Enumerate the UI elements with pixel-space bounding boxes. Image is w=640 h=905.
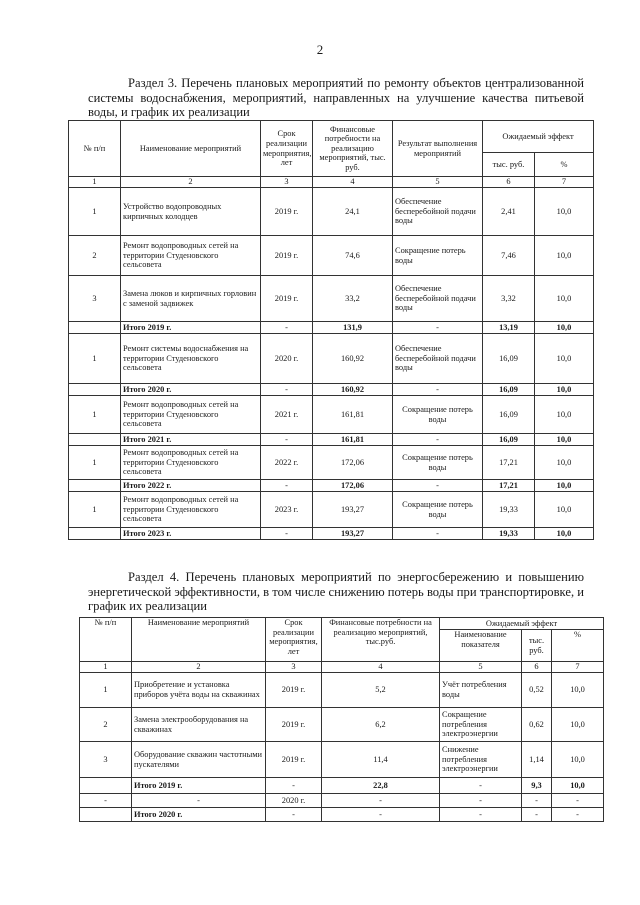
header-name: Наименование мероприятий: [132, 618, 266, 662]
column-numbers-row: [80, 662, 604, 673]
row-pct: 10,0: [552, 708, 604, 742]
row-pct: -: [552, 794, 604, 808]
total-row: [69, 480, 594, 492]
row-pct: 10,0: [535, 384, 594, 396]
total-row: [69, 528, 594, 540]
row-num: 1: [69, 492, 121, 528]
section4-table: [79, 617, 604, 822]
row-indicator: Учёт потребления воды: [440, 673, 522, 708]
col-number: 1: [80, 662, 132, 673]
row-pct: 10,0: [535, 334, 594, 384]
row-result: Сокращение потерь воды: [393, 446, 483, 480]
row-finance: 74,6: [313, 236, 393, 276]
row-rub: 16,09: [483, 334, 535, 384]
row-pct: 10,0: [552, 778, 604, 794]
row-name: Ремонт системы водоснабжения на территории Студеновского сельсовета: [121, 334, 261, 384]
header-num: № п/п: [69, 121, 121, 177]
row-num: 1: [69, 446, 121, 480]
row-rub: -: [522, 808, 552, 822]
header-result: Результат выполнения мероприятий: [393, 121, 483, 177]
table-row: [80, 708, 604, 742]
row-term: 2019 г.: [261, 276, 313, 322]
row-pct: 10,0: [535, 446, 594, 480]
row-num: 2: [80, 708, 132, 742]
row-term: -: [261, 384, 313, 396]
header-name: Наименование мероприятий: [121, 121, 261, 177]
row-name: Итого 2020 г.: [132, 808, 266, 822]
row-name: Замена люков и кирпичных горловин с заменой задвижек: [121, 276, 261, 322]
row-result: -: [393, 322, 483, 334]
col-number: 2: [121, 177, 261, 188]
row-rub: -: [522, 794, 552, 808]
row-finance: 160,92: [313, 384, 393, 396]
row-pct: 10,0: [535, 434, 594, 446]
table-row: [69, 492, 594, 528]
col-number: 6: [522, 662, 552, 673]
header-effect-rub: тыс. руб.: [522, 630, 552, 662]
row-name: Итого 2023 г.: [121, 528, 261, 540]
header-finance: Финансовые потребности на реализацию мероприятий, тыс.руб.: [322, 618, 440, 662]
row-result: -: [393, 480, 483, 492]
row-term: 2021 г.: [261, 396, 313, 434]
row-pct: 10,0: [535, 188, 594, 236]
col-number: 1: [69, 177, 121, 188]
row-finance: 161,81: [313, 434, 393, 446]
table-row: [69, 334, 594, 384]
row-num: 1: [80, 673, 132, 708]
row-rub: 17,21: [483, 446, 535, 480]
header-finance: Финансовые потребности на реализацию мероприятий, тыс. руб.: [313, 121, 393, 177]
row-finance: 131,9: [313, 322, 393, 334]
row-name: Итого 2019 г.: [132, 778, 266, 794]
row-finance: 6,2: [322, 708, 440, 742]
col-number: 7: [552, 662, 604, 673]
row-num: 3: [80, 742, 132, 778]
col-number: 4: [322, 662, 440, 673]
table-row: [69, 446, 594, 480]
table-row: [80, 742, 604, 778]
row-rub: 2,41: [483, 188, 535, 236]
row-rub: 16,09: [483, 434, 535, 446]
page-number: 2: [316, 42, 324, 57]
header-indicator: Наименование показателя: [440, 630, 522, 662]
header-effect: Ожидаемый эффект: [483, 121, 594, 153]
row-name: Замена электрооборудования на скважинах: [132, 708, 266, 742]
row-name: Ремонт водопроводных сетей на территории Студеновского сельсовета: [121, 446, 261, 480]
row-term: 2019 г.: [266, 708, 322, 742]
table-row: [69, 396, 594, 434]
row-rub: 9,3: [522, 778, 552, 794]
section4-title: Раздел 4. Перечень плановых мероприятий по энергосбережению и повышению энергетической эффективности, в том числе снижению потерь воды при транспортировке, и график их реализации: [88, 570, 584, 613]
row-name: Итого 2021 г.: [121, 434, 261, 446]
row-term: -: [261, 528, 313, 540]
row-pct: 10,0: [535, 276, 594, 322]
row-pct: -: [552, 808, 604, 822]
header-term: Срок реализации мероприятия, лет: [266, 618, 322, 662]
row-indicator: -: [440, 778, 522, 794]
header-effect: Ожидаемый эффект: [440, 618, 604, 630]
row-term: 2019 г.: [266, 673, 322, 708]
row-finance: 160,92: [313, 334, 393, 384]
row-name: Оборудование скважин частотными пускателями: [132, 742, 266, 778]
total-row: [69, 434, 594, 446]
row-indicator: Снижение потребления электроэнергии: [440, 742, 522, 778]
table-row: [80, 673, 604, 708]
row-rub: 0,62: [522, 708, 552, 742]
row-term: -: [266, 778, 322, 794]
row-indicator: -: [440, 794, 522, 808]
row-term: 2020 г.: [261, 334, 313, 384]
row-result: -: [393, 384, 483, 396]
row-finance: 193,27: [313, 528, 393, 540]
row-finance: 5,2: [322, 673, 440, 708]
row-finance: 193,27: [313, 492, 393, 528]
row-pct: 10,0: [535, 492, 594, 528]
row-finance: 22,8: [322, 778, 440, 794]
col-number: 3: [266, 662, 322, 673]
row-term: 2020 г.: [266, 794, 322, 808]
row-rub: 17,21: [483, 480, 535, 492]
row-finance: 24,1: [313, 188, 393, 236]
row-name: -: [132, 794, 266, 808]
row-term: 2019 г.: [266, 742, 322, 778]
row-result: Обеспечение бесперебойной подачи воды: [393, 188, 483, 236]
row-result: Обеспечение бесперебойной подачи воды: [393, 334, 483, 384]
row-rub: 19,33: [483, 528, 535, 540]
row-rub: 0,52: [522, 673, 552, 708]
col-number: 5: [440, 662, 522, 673]
row-num: 1: [69, 334, 121, 384]
row-rub: 1,14: [522, 742, 552, 778]
row-term: 2023 г.: [261, 492, 313, 528]
col-number: 2: [132, 662, 266, 673]
row-pct: 10,0: [535, 236, 594, 276]
header-effect-rub: тыс. руб.: [483, 153, 535, 177]
header-effect-pct: %: [552, 630, 604, 662]
row-indicator: Сокращение потребления электроэнергии: [440, 708, 522, 742]
row-finance: 161,81: [313, 396, 393, 434]
row-rub: 7,46: [483, 236, 535, 276]
row-pct: 10,0: [552, 673, 604, 708]
table-row: [69, 236, 594, 276]
row-pct: 10,0: [535, 480, 594, 492]
section3-table: [68, 120, 594, 540]
table-row: [80, 794, 604, 808]
row-term: -: [266, 808, 322, 822]
row-result: Сокращение потерь воды: [393, 492, 483, 528]
table-row: [69, 188, 594, 236]
row-num: 1: [69, 188, 121, 236]
row-finance: 11,4: [322, 742, 440, 778]
row-name: Устройство водопроводных кирпичных колодцев: [121, 188, 261, 236]
row-result: Сокращение потерь воды: [393, 236, 483, 276]
row-finance: -: [322, 794, 440, 808]
col-number: 6: [483, 177, 535, 188]
section3-title: Раздел 3. Перечень плановых мероприятий по ремонту объектов централизованной системы водоснабжения, мероприятий, направленных на улучшение качества питьевой воды, и график их реализации: [88, 76, 584, 119]
row-num: -: [80, 794, 132, 808]
row-num: 2: [69, 236, 121, 276]
row-finance: 172,06: [313, 480, 393, 492]
header-term: Срок реализации мероприятия, лет: [261, 121, 313, 177]
row-result: -: [393, 528, 483, 540]
row-result: Сокращение потерь воды: [393, 396, 483, 434]
total-row: [69, 322, 594, 334]
col-number: 4: [313, 177, 393, 188]
row-pct: 10,0: [535, 396, 594, 434]
header-effect-pct: %: [535, 153, 594, 177]
row-term: -: [261, 434, 313, 446]
row-name: Итого 2020 г.: [121, 384, 261, 396]
row-result: -: [393, 434, 483, 446]
row-term: 2019 г.: [261, 236, 313, 276]
row-pct: 10,0: [535, 528, 594, 540]
col-number: 3: [261, 177, 313, 188]
total-row: [80, 778, 604, 794]
row-name: Ремонт водопроводных сетей на территории Студеновского сельсовета: [121, 492, 261, 528]
row-finance: 33,2: [313, 276, 393, 322]
row-rub: 16,09: [483, 384, 535, 396]
row-name: Приобретение и установка приборов учёта воды на скважинах: [132, 673, 266, 708]
row-pct: 10,0: [552, 742, 604, 778]
total-row: [80, 808, 604, 822]
row-result: Обеспечение бесперебойной подачи воды: [393, 276, 483, 322]
row-name: Итого 2019 г.: [121, 322, 261, 334]
col-number: 5: [393, 177, 483, 188]
row-name: Итого 2022 г.: [121, 480, 261, 492]
table-row: [69, 276, 594, 322]
total-row: [69, 384, 594, 396]
row-term: 2022 г.: [261, 446, 313, 480]
row-num: 1: [69, 396, 121, 434]
column-numbers-row: [69, 177, 594, 188]
row-finance: -: [322, 808, 440, 822]
col-number: 7: [535, 177, 594, 188]
row-rub: 16,09: [483, 396, 535, 434]
row-num: 3: [69, 276, 121, 322]
row-name: Ремонт водопроводных сетей на территории Студеновского сельсовета: [121, 236, 261, 276]
row-rub: 19,33: [483, 492, 535, 528]
row-finance: 172,06: [313, 446, 393, 480]
row-indicator: -: [440, 808, 522, 822]
row-term: -: [261, 322, 313, 334]
row-pct: 10,0: [535, 322, 594, 334]
row-name: Ремонт водопроводных сетей на территории Студеновского сельсовета: [121, 396, 261, 434]
row-rub: 3,32: [483, 276, 535, 322]
header-num: № п/п: [80, 618, 132, 662]
row-term: -: [261, 480, 313, 492]
row-rub: 13,19: [483, 322, 535, 334]
row-term: 2019 г.: [261, 188, 313, 236]
